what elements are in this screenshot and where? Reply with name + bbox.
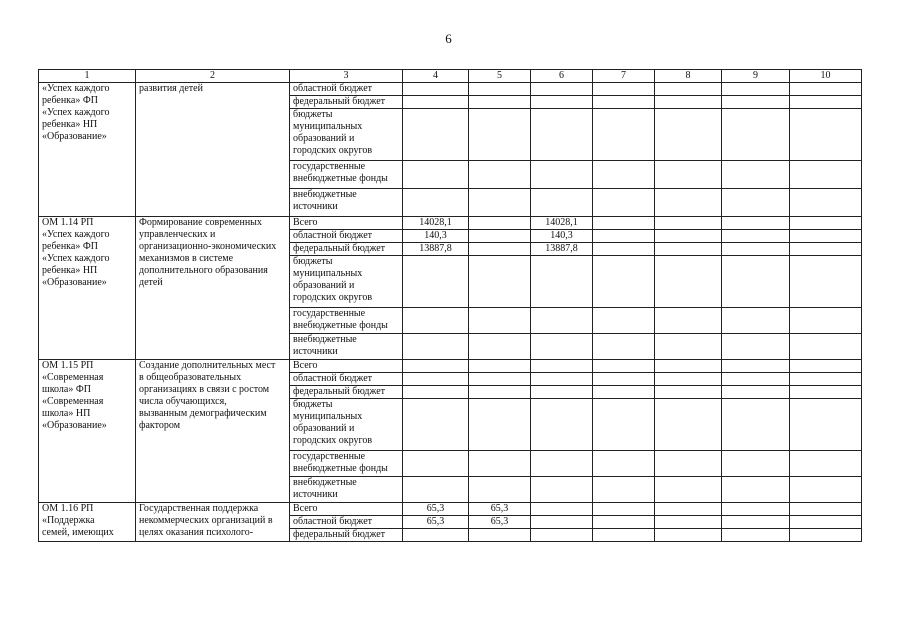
funding-source-line: федеральный бюджет (293, 96, 386, 107)
funding-source-cell (290, 529, 403, 542)
amount-cell-col-4 (403, 386, 469, 399)
funding-source-cell (290, 334, 403, 360)
amount-cell-col-5 (469, 451, 531, 477)
measure-name-line: «Успех каждого (42, 83, 110, 94)
amount-cell-col-4 (403, 83, 469, 96)
measure-description-line: числа обучающихся, (139, 396, 227, 407)
funding-source-line: внебюджетные (293, 189, 357, 200)
funding-source-line: бюджеты (293, 256, 333, 267)
header-row (39, 70, 862, 83)
amount-cell-col-6 (531, 386, 593, 399)
amount-cell-col-9 (722, 217, 790, 230)
funding-source-line: внебюджетные фонды (293, 320, 388, 331)
measure-name-line: школа» НП (42, 408, 91, 419)
amount-cell-col-5: 65,3 (469, 503, 531, 516)
amount-cell-col-6 (531, 161, 593, 189)
measure-name-line: «Успех каждого (42, 229, 110, 240)
amount-cell-col-8 (655, 360, 722, 373)
amount-cell-col-9 (722, 308, 790, 334)
measure-description-line: фактором (139, 420, 181, 431)
amount-cell-col-8 (655, 230, 722, 243)
funding-source-line: внебюджетные (293, 334, 357, 345)
table-row (39, 503, 862, 516)
measure-description-cell (136, 503, 290, 542)
funding-source-cell (290, 217, 403, 230)
column-header-5: 5 (469, 70, 531, 83)
column-header-10: 10 (790, 70, 862, 83)
funding-source-line: внебюджетные фонды (293, 173, 388, 184)
amount-cell-col-7 (593, 109, 655, 161)
amount-cell-col-9 (722, 516, 790, 529)
funding-source-cell (290, 477, 403, 503)
measure-name-line: ОМ 1.14 РП (42, 217, 94, 228)
measure-description-cell (136, 83, 290, 217)
measure-name-cell (39, 503, 136, 542)
amount-cell-col-5 (469, 399, 531, 451)
amount-cell-col-4 (403, 529, 469, 542)
amount-cell-col-6 (531, 529, 593, 542)
amount-cell-col-7 (593, 477, 655, 503)
amount-cell-col-6 (531, 451, 593, 477)
table-row (39, 360, 862, 373)
amount-cell-col-9 (722, 109, 790, 161)
amount-cell-col-4 (403, 373, 469, 386)
amount-cell-col-6 (531, 308, 593, 334)
funding-source-cell (290, 373, 403, 386)
amount-cell-col-6 (531, 373, 593, 386)
amount-cell-col-4: 140,3 (403, 230, 469, 243)
funding-source-cell (290, 83, 403, 96)
amount-cell-col-5 (469, 83, 531, 96)
funding-source-line: областной бюджет (293, 373, 373, 384)
amount-cell-col-6 (531, 477, 593, 503)
column-header-7: 7 (593, 70, 655, 83)
column-header-2: 2 (136, 70, 290, 83)
amount-cell-col-10 (790, 516, 862, 529)
amount-cell-col-5 (469, 477, 531, 503)
amount-cell-col-6 (531, 399, 593, 451)
amount-cell-col-5 (469, 243, 531, 256)
funding-source-cell (290, 189, 403, 217)
amount-cell-col-10 (790, 256, 862, 308)
funding-source-line: внебюджетные (293, 477, 357, 488)
measure-name-cell (39, 360, 136, 503)
amount-cell-col-7 (593, 96, 655, 109)
amount-cell-col-5: 65,3 (469, 516, 531, 529)
measure-description-line: вызванным демографическим (139, 408, 267, 419)
amount-cell-col-10 (790, 161, 862, 189)
amount-cell-col-7 (593, 256, 655, 308)
measure-description-line: целях оказания психолого- (139, 527, 254, 538)
amount-cell-col-5 (469, 308, 531, 334)
amount-cell-col-10 (790, 217, 862, 230)
funding-source-line: бюджеты (293, 399, 333, 410)
amount-cell-col-9 (722, 386, 790, 399)
funding-source-line: федеральный бюджет (293, 529, 386, 540)
funding-source-line: образований и (293, 423, 355, 434)
amount-cell-col-7 (593, 217, 655, 230)
amount-cell-col-8 (655, 516, 722, 529)
amount-cell-col-4: 65,3 (403, 503, 469, 516)
amount-cell-col-5 (469, 109, 531, 161)
funding-source-line: областной бюджет (293, 230, 373, 241)
amount-cell-col-7 (593, 399, 655, 451)
funding-source-line: городских округов (293, 292, 373, 303)
measure-name-cell (39, 217, 136, 360)
amount-cell-col-10 (790, 109, 862, 161)
amount-cell-col-5 (469, 230, 531, 243)
amount-cell-col-10 (790, 373, 862, 386)
amount-cell-col-9 (722, 256, 790, 308)
amount-cell-col-7 (593, 243, 655, 256)
funding-source-cell (290, 516, 403, 529)
funding-source-cell (290, 161, 403, 189)
table-row (39, 83, 862, 96)
funding-source-line: источники (293, 346, 338, 357)
page-number: 6 (445, 31, 452, 46)
amount-cell-col-4 (403, 308, 469, 334)
amount-cell-col-9 (722, 161, 790, 189)
amount-cell-col-9 (722, 529, 790, 542)
column-header-1: 1 (39, 70, 136, 83)
measure-description-cell (136, 217, 290, 360)
amount-cell-col-9 (722, 503, 790, 516)
amount-cell-col-10 (790, 386, 862, 399)
measure-description-line: в общеобразовательных (139, 372, 242, 383)
amount-cell-col-7 (593, 334, 655, 360)
amount-cell-col-10 (790, 308, 862, 334)
amount-cell-col-6: 140,3 (531, 230, 593, 243)
measure-name-cell (39, 83, 136, 217)
amount-cell-col-9 (722, 451, 790, 477)
funding-source-line: источники (293, 489, 338, 500)
amount-cell-col-8 (655, 83, 722, 96)
amount-cell-col-8 (655, 243, 722, 256)
measure-description-line: дополнительного образования (139, 265, 268, 276)
amount-cell-col-5 (469, 373, 531, 386)
funding-source-line: государственные (293, 161, 366, 172)
funding-source-line: муниципальных (293, 268, 363, 279)
amount-cell-col-4 (403, 477, 469, 503)
amount-cell-col-10 (790, 529, 862, 542)
measure-description-line: управленческих и (139, 229, 216, 240)
amount-cell-col-7 (593, 503, 655, 516)
column-header-9: 9 (722, 70, 790, 83)
amount-cell-col-8 (655, 256, 722, 308)
amount-cell-col-4 (403, 451, 469, 477)
amount-cell-col-4 (403, 360, 469, 373)
amount-cell-col-8 (655, 109, 722, 161)
amount-cell-col-5 (469, 161, 531, 189)
amount-cell-col-5 (469, 529, 531, 542)
amount-cell-col-7 (593, 516, 655, 529)
amount-cell-col-7 (593, 189, 655, 217)
amount-cell-col-8 (655, 451, 722, 477)
amount-cell-col-10 (790, 334, 862, 360)
amount-cell-col-5 (469, 334, 531, 360)
amount-cell-col-8 (655, 161, 722, 189)
funding-source-cell (290, 451, 403, 477)
funding-source-line: Всего (293, 360, 318, 371)
funding-source-line: областной бюджет (293, 516, 373, 527)
measure-name-line: ребенка» ФП (42, 241, 98, 252)
amount-cell-col-8 (655, 217, 722, 230)
column-header-4: 4 (403, 70, 469, 83)
amount-cell-col-9 (722, 399, 790, 451)
amount-cell-col-7 (593, 230, 655, 243)
measure-description-line: организациях в связи с ростом (139, 384, 270, 395)
budget-table (38, 69, 862, 542)
amount-cell-col-8 (655, 308, 722, 334)
amount-cell-col-5 (469, 256, 531, 308)
amount-cell-col-4 (403, 189, 469, 217)
column-header-3: 3 (290, 70, 403, 83)
amount-cell-col-10 (790, 96, 862, 109)
amount-cell-col-6 (531, 96, 593, 109)
amount-cell-col-9 (722, 334, 790, 360)
amount-cell-col-10 (790, 399, 862, 451)
amount-cell-col-5 (469, 189, 531, 217)
amount-cell-col-6 (531, 83, 593, 96)
amount-cell-col-7 (593, 308, 655, 334)
funding-source-line: областной бюджет (293, 83, 373, 94)
amount-cell-col-9 (722, 189, 790, 217)
measure-name-line: ОМ 1.16 РП (42, 503, 94, 514)
funding-source-line: образований и (293, 280, 355, 291)
funding-source-line: образований и (293, 133, 355, 144)
funding-source-line: Всего (293, 217, 318, 228)
measure-description-line: организационно-экономических (139, 241, 277, 252)
amount-cell-col-7 (593, 373, 655, 386)
funding-source-cell (290, 386, 403, 399)
column-header-8: 8 (655, 70, 722, 83)
amount-cell-col-5 (469, 360, 531, 373)
funding-source-line: городских округов (293, 145, 373, 156)
measure-description-line: механизмов в системе (139, 253, 234, 264)
amount-cell-col-9 (722, 243, 790, 256)
measure-description-line: детей (139, 277, 163, 288)
amount-cell-col-10 (790, 230, 862, 243)
amount-cell-col-4 (403, 96, 469, 109)
measure-description-cell (136, 360, 290, 503)
amount-cell-col-9 (722, 230, 790, 243)
amount-cell-col-8 (655, 334, 722, 360)
amount-cell-col-10 (790, 360, 862, 373)
funding-source-line: бюджеты (293, 109, 333, 120)
funding-source-line: федеральный бюджет (293, 386, 386, 397)
measure-name-line: ребенка» ФП (42, 95, 98, 106)
funding-source-line: городских округов (293, 435, 373, 446)
amount-cell-col-4: 13887,8 (403, 243, 469, 256)
amount-cell-col-6 (531, 109, 593, 161)
measure-name-line: школа» ФП (42, 384, 91, 395)
amount-cell-col-7 (593, 360, 655, 373)
funding-source-cell (290, 399, 403, 451)
funding-source-line: федеральный бюджет (293, 243, 386, 254)
measure-description-line: Государственная поддержка (139, 503, 259, 514)
amount-cell-col-6 (531, 334, 593, 360)
amount-cell-col-7 (593, 386, 655, 399)
measure-name-line: «Поддержка (42, 515, 95, 526)
funding-source-cell (290, 360, 403, 373)
amount-cell-col-7 (593, 83, 655, 96)
measure-name-line: «Современная (42, 372, 104, 383)
amount-cell-col-9 (722, 477, 790, 503)
amount-cell-col-10 (790, 243, 862, 256)
measure-name-line: «Образование» (42, 277, 107, 288)
funding-source-line: муниципальных (293, 121, 363, 132)
amount-cell-col-9 (722, 373, 790, 386)
amount-cell-col-6 (531, 503, 593, 516)
measure-name-line: ребенка» НП (42, 265, 98, 276)
funding-source-cell (290, 256, 403, 308)
amount-cell-col-10 (790, 189, 862, 217)
amount-cell-col-10 (790, 451, 862, 477)
amount-cell-col-6: 13887,8 (531, 243, 593, 256)
measure-name-line: «Успех каждого (42, 107, 110, 118)
amount-cell-col-8 (655, 386, 722, 399)
amount-cell-col-6 (531, 360, 593, 373)
amount-cell-col-8 (655, 477, 722, 503)
funding-source-line: государственные (293, 308, 366, 319)
amount-cell-col-9 (722, 83, 790, 96)
funding-source-cell (290, 109, 403, 161)
amount-cell-col-4 (403, 334, 469, 360)
measure-name-line: «Современная (42, 396, 104, 407)
amount-cell-col-9 (722, 360, 790, 373)
funding-source-line: Всего (293, 503, 318, 514)
amount-cell-col-4 (403, 161, 469, 189)
amount-cell-col-6 (531, 189, 593, 217)
amount-cell-col-9 (722, 96, 790, 109)
amount-cell-col-5 (469, 217, 531, 230)
measure-name-line: «Успех каждого (42, 253, 110, 264)
amount-cell-col-10 (790, 83, 862, 96)
measure-description-line: Формирование современных (139, 217, 262, 228)
amount-cell-col-6: 14028,1 (531, 217, 593, 230)
funding-source-cell (290, 503, 403, 516)
measure-name-line: ребенка» НП (42, 119, 98, 130)
amount-cell-col-7 (593, 529, 655, 542)
funding-source-line: муниципальных (293, 411, 363, 422)
measure-description-line: Создание дополнительных мест (139, 360, 276, 371)
funding-source-cell (290, 96, 403, 109)
amount-cell-col-10 (790, 477, 862, 503)
funding-source-cell (290, 308, 403, 334)
amount-cell-col-5 (469, 96, 531, 109)
amount-cell-col-8 (655, 503, 722, 516)
amount-cell-col-4 (403, 256, 469, 308)
amount-cell-col-8 (655, 399, 722, 451)
amount-cell-col-4: 65,3 (403, 516, 469, 529)
amount-cell-col-10 (790, 503, 862, 516)
measure-name-line: «Образование» (42, 420, 107, 431)
amount-cell-col-4 (403, 109, 469, 161)
funding-source-cell (290, 243, 403, 256)
funding-source-cell (290, 230, 403, 243)
amount-cell-col-8 (655, 189, 722, 217)
measure-name-line: «Образование» (42, 131, 107, 142)
table-row (39, 217, 862, 230)
amount-cell-col-8 (655, 373, 722, 386)
amount-cell-col-8 (655, 529, 722, 542)
column-header-6: 6 (531, 70, 593, 83)
amount-cell-col-8 (655, 96, 722, 109)
funding-source-line: государственные (293, 451, 366, 462)
amount-cell-col-4 (403, 399, 469, 451)
amount-cell-col-7 (593, 451, 655, 477)
amount-cell-col-6 (531, 516, 593, 529)
measure-description-line: некоммерческих организаций в (139, 515, 273, 526)
funding-source-line: источники (293, 201, 338, 212)
measure-name-line: семей, имеющих (42, 527, 114, 538)
measure-name-line: ОМ 1.15 РП (42, 360, 94, 371)
amount-cell-col-7 (593, 161, 655, 189)
table-body (39, 83, 862, 542)
funding-source-line: внебюджетные фонды (293, 463, 388, 474)
amount-cell-col-5 (469, 386, 531, 399)
measure-description-line: развития детей (139, 83, 203, 94)
amount-cell-col-6 (531, 256, 593, 308)
amount-cell-col-4: 14028,1 (403, 217, 469, 230)
